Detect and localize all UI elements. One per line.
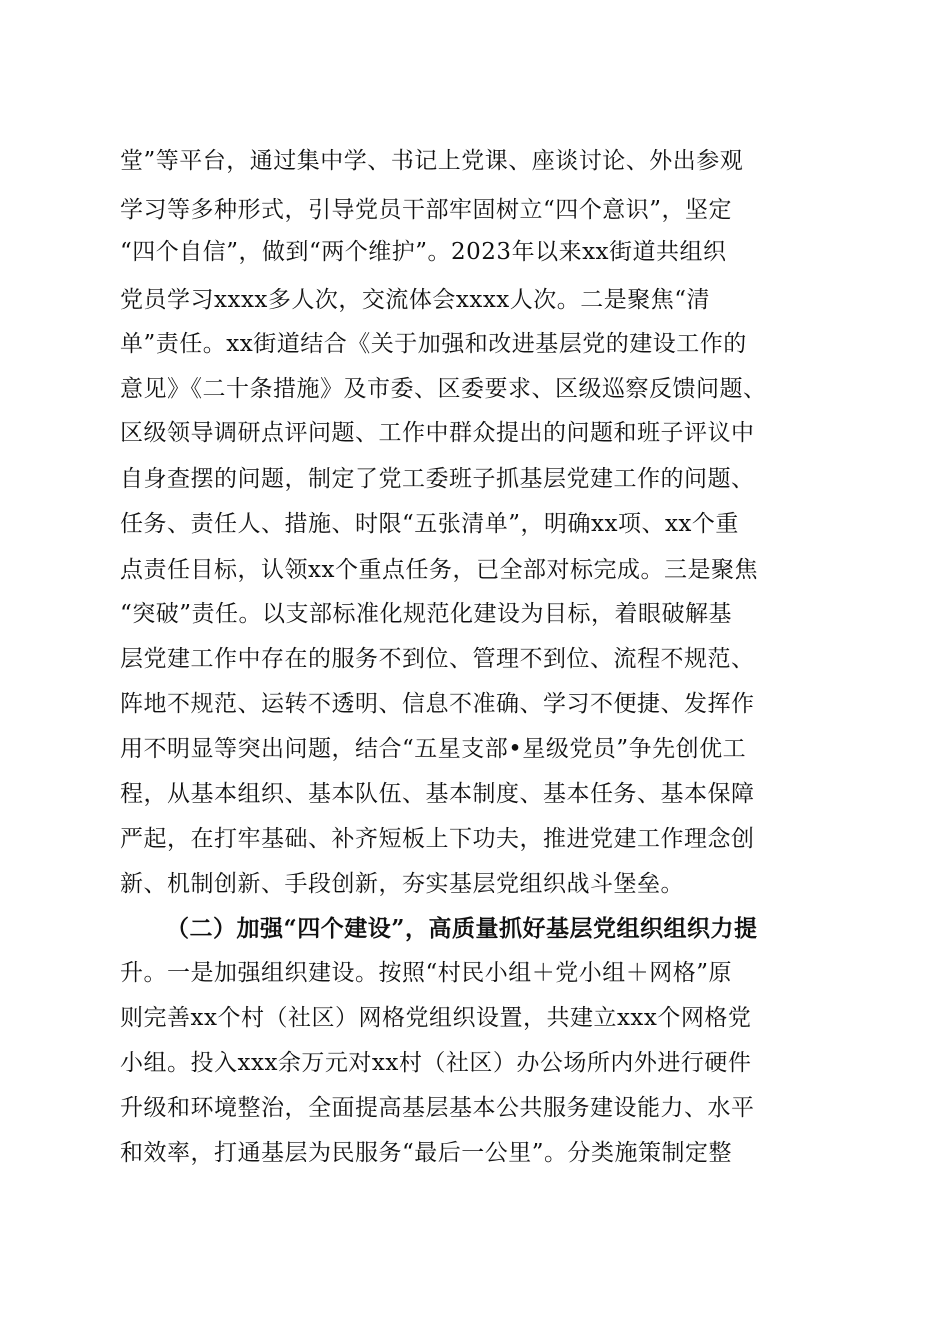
paragraph-line: 党员学习xxxx多人次，交流体会xxxx人次。二是聚焦“清 xyxy=(120,287,711,313)
section-heading: （二）加强“四个建设”，高质量抓好基层党组织组织力提 xyxy=(166,915,758,942)
paragraph-line: 和效率，打通基层为民服务“最后一公里”。分类施策制定整 xyxy=(120,1140,733,1166)
paragraph-line: 程，从基本组织、基本队伍、基本制度、基本任务、基本保障 xyxy=(120,781,755,807)
paragraph-line: “突破”责任。以支部标准化规范化建设为目标，着眼破解基 xyxy=(120,601,733,627)
paragraph-line: 升级和环境整治，全面提高基层基本公共服务建设能力、水平 xyxy=(120,1095,755,1121)
paragraph-line: “四个自信”，做到“两个维护”。2023年以来xx街道共组织 xyxy=(120,239,727,265)
paragraph-line: 层党建工作中存在的服务不到位、管理不到位、流程不规范、 xyxy=(120,646,755,672)
paragraph-line: 严起，在打牢基础、补齐短板上下功夫，推进党建工作理念创 xyxy=(120,826,755,852)
paragraph-line: 堂”等平台，通过集中学、书记上党课、座谈讨论、外出参观 xyxy=(120,148,744,174)
paragraph-line: 升。一是加强组织建设。按照“村民小组＋党小组＋网格”原 xyxy=(120,960,733,986)
paragraph-line: 自身查摆的问题，制定了党工委班子抓基层党建工作的问题、 xyxy=(120,466,755,492)
paragraph-line: 小组。投入xxx余万元对xx村（社区）办公场所内外进行硬件 xyxy=(120,1050,752,1076)
paragraph-line: 意见》《二十条措施》及市委、区委要求、区级巡察反馈问题、 xyxy=(120,376,767,402)
paragraph-line: 点责任目标，认领xx个重点任务，已全部对标完成。三是聚焦 xyxy=(120,557,758,583)
paragraph-line: 阵地不规范、运转不透明、信息不准确、学习不便捷、发挥作 xyxy=(120,691,755,717)
paragraph-line: 单”责任。xx街道结合《关于加强和改进基层党的建设工作的 xyxy=(120,331,747,357)
paragraph-line: 用不明显等突出问题，结合“五星支部•星级党员”争先创优工 xyxy=(120,736,747,762)
paragraph-line: 任务、责任人、措施、时限“五张清单”，明确xx项、xx个重 xyxy=(120,511,739,537)
paragraph-line: 则完善xx个村（社区）网格党组织设置，共建立xxx个网格党 xyxy=(120,1005,752,1031)
paragraph-line: 区级领导调研点评问题、工作中群众提出的问题和班子评议中 xyxy=(120,420,755,446)
paragraph-line: 新、机制创新、手段创新，夯实基层党组织战斗堡垒。 xyxy=(120,871,684,897)
paragraph-line: 学习等多种形式，引导党员干部牢固树立“四个意识”，坚定 xyxy=(120,197,733,223)
